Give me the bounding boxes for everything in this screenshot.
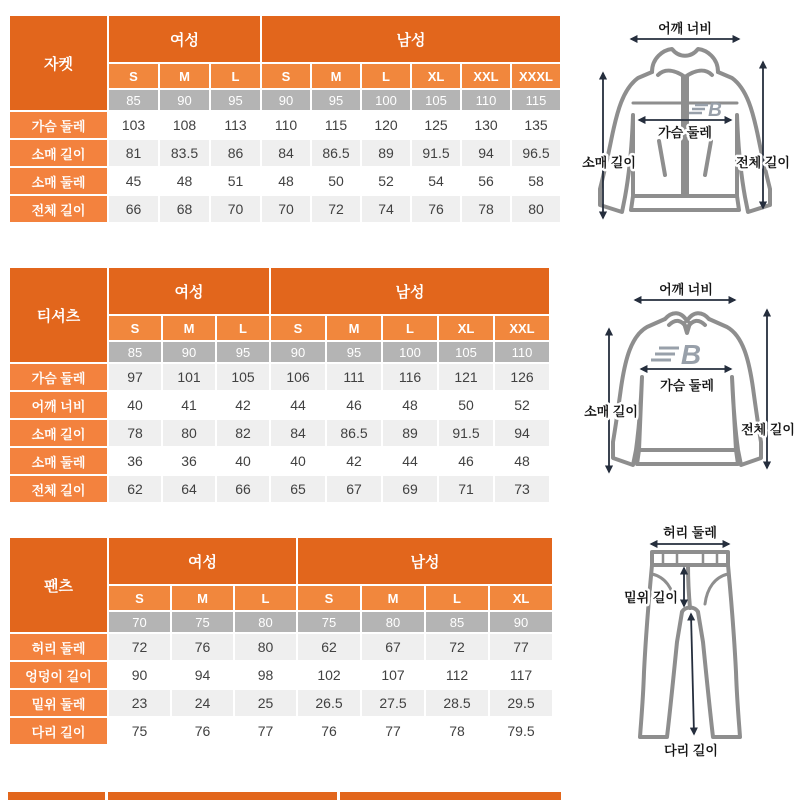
measurement-value-cell: 94 bbox=[172, 662, 233, 688]
size-number-cell: 80 bbox=[235, 612, 296, 632]
measurement-value-cell: 102 bbox=[298, 662, 360, 688]
table-title: 팬츠 bbox=[10, 538, 107, 632]
size-letter-cell: M bbox=[362, 586, 424, 610]
pants-rise-label: 밑위 길이 bbox=[624, 590, 678, 605]
size-number-cell: 95 bbox=[327, 342, 381, 362]
size-letter-cell: XL bbox=[439, 316, 493, 340]
measurement-value-cell: 44 bbox=[271, 392, 325, 418]
gender-group-header: 여성 bbox=[109, 538, 296, 584]
size-letter-cell: L bbox=[211, 64, 260, 88]
measurement-value-cell: 40 bbox=[217, 448, 269, 474]
size-letter-cell: M bbox=[160, 64, 209, 88]
size-number-cell: 95 bbox=[211, 90, 260, 110]
measurement-value-cell: 23 bbox=[109, 690, 170, 716]
size-number-cell: 70 bbox=[109, 612, 170, 632]
measurement-value-cell: 66 bbox=[109, 196, 158, 222]
size-number-cell: 75 bbox=[172, 612, 233, 632]
measurement-value-cell: 106 bbox=[271, 364, 325, 390]
measurement-value-cell: 70 bbox=[262, 196, 310, 222]
measurement-row-label: 소매 길이 bbox=[10, 420, 107, 446]
measurement-value-cell: 76 bbox=[172, 634, 233, 660]
measurement-value-cell: 36 bbox=[109, 448, 161, 474]
measurement-value-cell: 126 bbox=[495, 364, 549, 390]
size-number-cell: 90 bbox=[271, 342, 325, 362]
size-number-cell: 85 bbox=[109, 90, 158, 110]
measurement-value-cell: 78 bbox=[426, 718, 488, 744]
size-letter-cell: XXXL bbox=[512, 64, 560, 88]
gender-group-header: 남성 bbox=[271, 268, 549, 314]
measurement-value-cell: 96.5 bbox=[512, 140, 560, 166]
measurement-value-cell: 94 bbox=[462, 140, 510, 166]
measurement-row-label: 가슴 둘레 bbox=[10, 112, 107, 138]
measurement-value-cell: 73 bbox=[495, 476, 549, 502]
measurement-row-label: 소매 길이 bbox=[10, 140, 107, 166]
leg-length-arrow bbox=[691, 614, 694, 734]
measurement-value-cell: 72 bbox=[109, 634, 170, 660]
measurement-value-cell: 84 bbox=[262, 140, 310, 166]
measurement-value-cell: 48 bbox=[160, 168, 209, 194]
jacket-diagram bbox=[575, 15, 795, 230]
measurement-value-cell: 78 bbox=[109, 420, 161, 446]
measurement-row-label: 가슴 둘레 bbox=[10, 364, 107, 390]
pants-waist-label: 허리 둘레 bbox=[663, 525, 717, 540]
tshirt-shoulder-label: 어깨 너비 bbox=[659, 282, 713, 297]
size-number-cell: 100 bbox=[362, 90, 410, 110]
size-number-cell: 105 bbox=[439, 342, 493, 362]
measurement-value-cell: 98 bbox=[235, 662, 296, 688]
size-letter-cell: XL bbox=[412, 64, 460, 88]
measurement-value-cell: 91.5 bbox=[439, 420, 493, 446]
size-letter-cell: L bbox=[235, 586, 296, 610]
size-letter-cell: S bbox=[262, 64, 310, 88]
measurement-value-cell: 111 bbox=[327, 364, 381, 390]
size-letter-cell: XXL bbox=[462, 64, 510, 88]
size-letter-cell: M bbox=[312, 64, 360, 88]
size-letter-cell: L bbox=[426, 586, 488, 610]
pants-outline bbox=[640, 552, 740, 737]
measurement-value-cell: 112 bbox=[426, 662, 488, 688]
measurement-value-cell: 48 bbox=[262, 168, 310, 194]
measurement-value-cell: 42 bbox=[217, 392, 269, 418]
measurement-value-cell: 58 bbox=[512, 168, 560, 194]
size-number-cell: 95 bbox=[312, 90, 360, 110]
measurement-value-cell: 81 bbox=[109, 140, 158, 166]
measurement-row-label: 다리 길이 bbox=[10, 718, 107, 744]
measurement-value-cell: 67 bbox=[327, 476, 381, 502]
measurement-value-cell: 76 bbox=[298, 718, 360, 744]
measurement-value-cell: 64 bbox=[163, 476, 215, 502]
measurement-value-cell: 51 bbox=[211, 168, 260, 194]
measurement-value-cell: 120 bbox=[362, 112, 410, 138]
size-number-cell: 110 bbox=[495, 342, 549, 362]
measurement-value-cell: 86.5 bbox=[327, 420, 381, 446]
size-letter-cell: M bbox=[327, 316, 381, 340]
measurement-value-cell: 86 bbox=[211, 140, 260, 166]
jacket-chest-label: 가슴 둘레 bbox=[658, 125, 712, 140]
nb-logo-letter: B bbox=[708, 100, 722, 121]
measurement-value-cell: 105 bbox=[217, 364, 269, 390]
tshirt-sleeve-label: 소매 길이 bbox=[584, 404, 638, 419]
size-letter-cell: S bbox=[109, 316, 161, 340]
measurement-value-cell: 44 bbox=[383, 448, 437, 474]
measurement-value-cell: 50 bbox=[439, 392, 493, 418]
nb-logo bbox=[651, 339, 701, 370]
measurement-value-cell: 75 bbox=[109, 718, 170, 744]
measurement-value-cell: 24 bbox=[172, 690, 233, 716]
size-number-cell: 110 bbox=[462, 90, 510, 110]
size-number-cell: 80 bbox=[362, 612, 424, 632]
size-letter-cell: M bbox=[163, 316, 215, 340]
measurement-row-label: 전체 길이 bbox=[10, 196, 107, 222]
measurement-value-cell: 54 bbox=[412, 168, 460, 194]
size-number-cell: 100 bbox=[383, 342, 437, 362]
measurement-value-cell: 65 bbox=[271, 476, 325, 502]
measurement-value-cell: 77 bbox=[362, 718, 424, 744]
size-table bbox=[8, 14, 562, 224]
measurement-value-cell: 67 bbox=[362, 634, 424, 660]
measurement-value-cell: 79.5 bbox=[490, 718, 552, 744]
measurement-value-cell: 66 bbox=[217, 476, 269, 502]
pants-leg-label: 다리 길이 bbox=[664, 743, 718, 758]
measurement-value-cell: 80 bbox=[512, 196, 560, 222]
measurement-value-cell: 68 bbox=[160, 196, 209, 222]
measurement-value-cell: 72 bbox=[312, 196, 360, 222]
pants-size-table bbox=[8, 536, 554, 746]
measurement-value-cell: 115 bbox=[312, 112, 360, 138]
measurement-value-cell: 76 bbox=[412, 196, 460, 222]
measurement-value-cell: 36 bbox=[163, 448, 215, 474]
measurement-value-cell: 84 bbox=[271, 420, 325, 446]
measurement-value-cell: 86.5 bbox=[312, 140, 360, 166]
size-letter-cell: S bbox=[271, 316, 325, 340]
measurement-row-label: 소매 둘레 bbox=[10, 168, 107, 194]
size-number-cell: 75 bbox=[298, 612, 360, 632]
measurement-value-cell: 82 bbox=[217, 420, 269, 446]
partial-table-label-cell bbox=[8, 792, 105, 800]
size-number-cell: 95 bbox=[217, 342, 269, 362]
measurement-value-cell: 94 bbox=[495, 420, 549, 446]
table-title: 티셔츠 bbox=[10, 268, 107, 362]
size-letter-cell: L bbox=[362, 64, 410, 88]
measurement-value-cell: 83.5 bbox=[160, 140, 209, 166]
measurement-value-cell: 89 bbox=[362, 140, 410, 166]
size-number-cell: 90 bbox=[163, 342, 215, 362]
measurement-value-cell: 69 bbox=[383, 476, 437, 502]
measurement-value-cell: 41 bbox=[163, 392, 215, 418]
measurement-value-cell: 80 bbox=[235, 634, 296, 660]
measurement-value-cell: 40 bbox=[109, 392, 161, 418]
measurement-value-cell: 25 bbox=[235, 690, 296, 716]
measurement-value-cell: 42 bbox=[327, 448, 381, 474]
measurement-value-cell: 48 bbox=[495, 448, 549, 474]
size-table bbox=[8, 266, 551, 504]
measurement-row-label: 소매 둘레 bbox=[10, 448, 107, 474]
jacket-shoulder-label: 어깨 너비 bbox=[658, 21, 712, 36]
measurement-value-cell: 62 bbox=[109, 476, 161, 502]
measurement-row-label: 허리 둘레 bbox=[10, 634, 107, 660]
size-number-cell: 115 bbox=[512, 90, 560, 110]
gender-group-header: 남성 bbox=[298, 538, 552, 584]
measurement-row-label: 밑위 둘레 bbox=[10, 690, 107, 716]
measurement-value-cell: 56 bbox=[462, 168, 510, 194]
measurement-value-cell: 71 bbox=[439, 476, 493, 502]
size-letter-cell: XL bbox=[490, 586, 552, 610]
pants-diagram bbox=[595, 522, 795, 792]
measurement-value-cell: 52 bbox=[362, 168, 410, 194]
measurement-value-cell: 28.5 bbox=[426, 690, 488, 716]
jacket-length-label: 전체 길이 bbox=[736, 155, 790, 170]
size-letter-cell: S bbox=[109, 64, 158, 88]
gender-group-header: 여성 bbox=[109, 16, 260, 62]
size-number-cell: 85 bbox=[426, 612, 488, 632]
measurement-value-cell: 117 bbox=[490, 662, 552, 688]
measurement-value-cell: 125 bbox=[412, 112, 460, 138]
measurement-value-cell: 121 bbox=[439, 364, 493, 390]
measurement-value-cell: 76 bbox=[172, 718, 233, 744]
size-letter-cell: S bbox=[298, 586, 360, 610]
measurement-value-cell: 29.5 bbox=[490, 690, 552, 716]
measurement-value-cell: 52 bbox=[495, 392, 549, 418]
measurement-value-cell: 135 bbox=[512, 112, 560, 138]
measurement-value-cell: 113 bbox=[211, 112, 260, 138]
tshirt-size-table bbox=[8, 266, 551, 504]
tshirt-diagram bbox=[575, 272, 800, 502]
measurement-value-cell: 103 bbox=[109, 112, 158, 138]
table-title: 자켓 bbox=[10, 16, 107, 110]
measurement-value-cell: 108 bbox=[160, 112, 209, 138]
gender-group-header: 여성 bbox=[109, 268, 269, 314]
measurement-value-cell: 40 bbox=[271, 448, 325, 474]
jacket-size-table bbox=[8, 14, 562, 224]
measurement-value-cell: 46 bbox=[327, 392, 381, 418]
size-number-cell: 105 bbox=[412, 90, 460, 110]
size-number-cell: 90 bbox=[160, 90, 209, 110]
measurement-value-cell: 90 bbox=[109, 662, 170, 688]
measurement-value-cell: 89 bbox=[383, 420, 437, 446]
tshirt-length-label: 전체 길이 bbox=[741, 422, 795, 437]
measurement-row-label: 전체 길이 bbox=[10, 476, 107, 502]
measurement-row-label: 엉덩이 길이 bbox=[10, 662, 107, 688]
measurement-value-cell: 110 bbox=[262, 112, 310, 138]
measurement-value-cell: 91.5 bbox=[412, 140, 460, 166]
size-number-cell: 90 bbox=[490, 612, 552, 632]
nb-logo-letter: B bbox=[680, 339, 702, 370]
measurement-value-cell: 116 bbox=[383, 364, 437, 390]
measurement-value-cell: 50 bbox=[312, 168, 360, 194]
measurement-value-cell: 130 bbox=[462, 112, 510, 138]
size-letter-cell: S bbox=[109, 586, 170, 610]
measurement-value-cell: 78 bbox=[462, 196, 510, 222]
gender-group-header: 남성 bbox=[262, 16, 560, 62]
measurement-value-cell: 80 bbox=[163, 420, 215, 446]
size-letter-cell: L bbox=[217, 316, 269, 340]
measurement-value-cell: 72 bbox=[426, 634, 488, 660]
partial-table-men-cell bbox=[340, 792, 561, 800]
measurement-row-label: 어깨 너비 bbox=[10, 392, 107, 418]
size-letter-cell: M bbox=[172, 586, 233, 610]
measurement-value-cell: 77 bbox=[235, 718, 296, 744]
size-letter-cell: XXL bbox=[495, 316, 549, 340]
size-number-cell: 90 bbox=[262, 90, 310, 110]
measurement-value-cell: 62 bbox=[298, 634, 360, 660]
measurement-value-cell: 26.5 bbox=[298, 690, 360, 716]
measurement-value-cell: 107 bbox=[362, 662, 424, 688]
jacket-sleeve-label: 소매 길이 bbox=[582, 155, 636, 170]
size-number-cell: 85 bbox=[109, 342, 161, 362]
measurement-value-cell: 97 bbox=[109, 364, 161, 390]
measurement-value-cell: 27.5 bbox=[362, 690, 424, 716]
size-letter-cell: L bbox=[383, 316, 437, 340]
measurement-value-cell: 74 bbox=[362, 196, 410, 222]
measurement-value-cell: 46 bbox=[439, 448, 493, 474]
size-table bbox=[8, 536, 554, 746]
measurement-value-cell: 77 bbox=[490, 634, 552, 660]
measurement-value-cell: 45 bbox=[109, 168, 158, 194]
measurement-value-cell: 101 bbox=[163, 364, 215, 390]
measurement-value-cell: 48 bbox=[383, 392, 437, 418]
tshirt-chest-label: 가슴 둘레 bbox=[660, 378, 714, 393]
measurement-value-cell: 70 bbox=[211, 196, 260, 222]
partial-table-women-cell bbox=[108, 792, 337, 800]
